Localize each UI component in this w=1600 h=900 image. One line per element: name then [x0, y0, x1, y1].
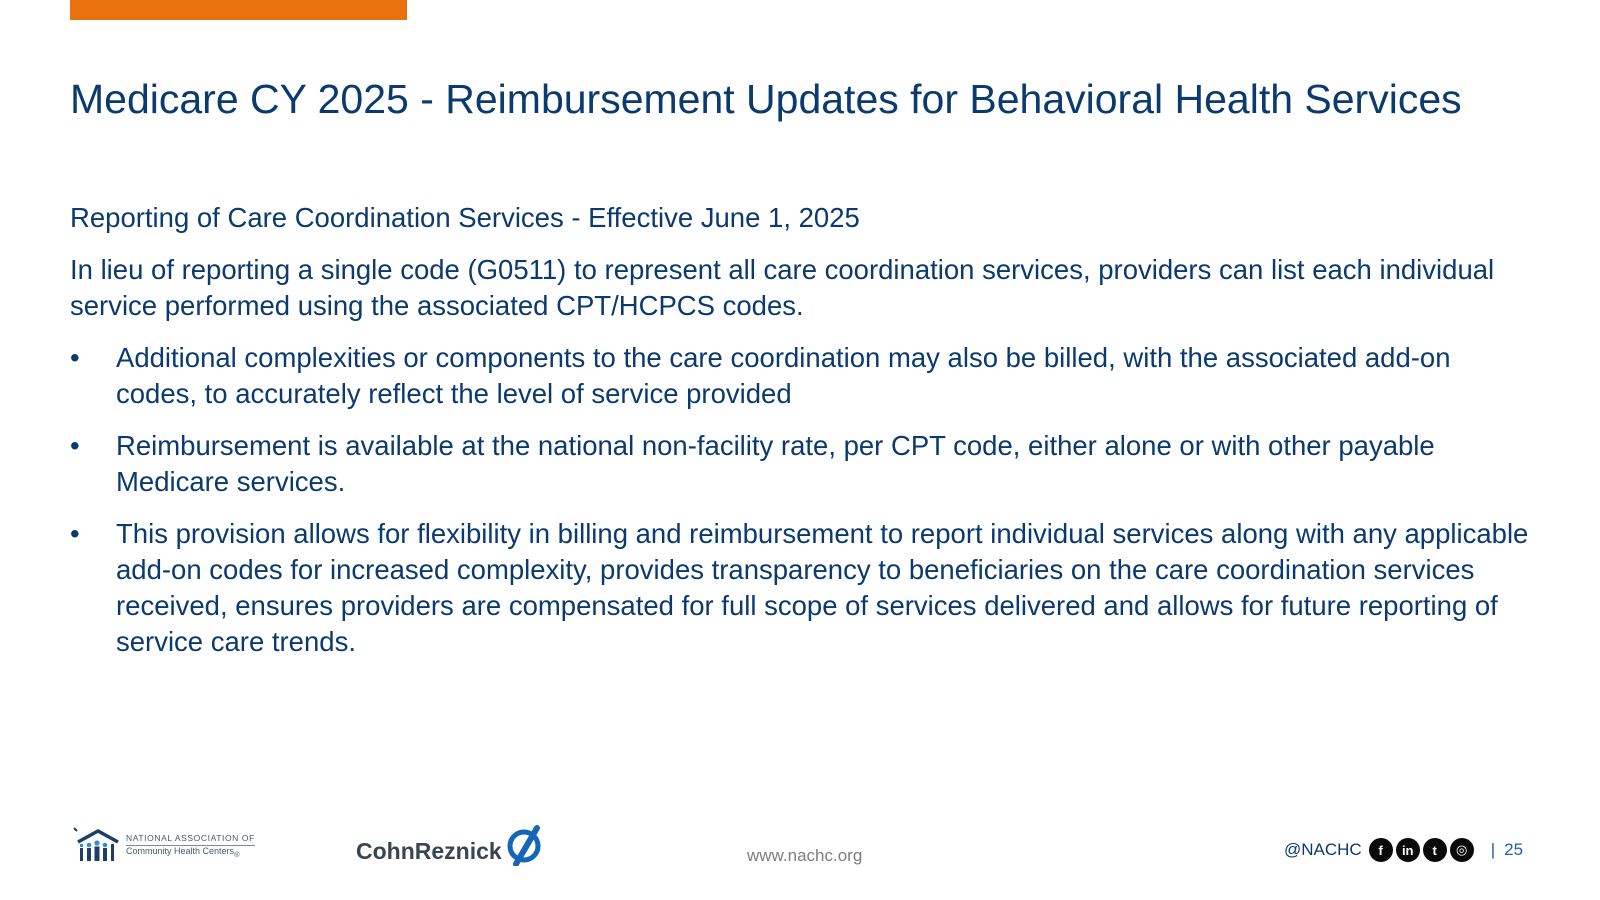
twitter-icon[interactable]: t — [1423, 838, 1447, 862]
facebook-icon[interactable]: f — [1369, 838, 1393, 862]
social-handle: @NACHC — [1284, 840, 1362, 859]
bullet-text: This provision allows for flexibility in billing and reimbursement to report individual services along with any applicable add-on codes for increased complexity, provides transparency to beneficiaries on the care coordination services received, ensures providers are compensated for full scope of services delivered and allows for future reporting of service care trends. — [116, 518, 1529, 657]
slide-footer — [0, 820, 1600, 880]
page-separator: | — [1490, 840, 1496, 859]
nachc-line-2: Community Health Centers$_®$ — [126, 845, 240, 859]
bullet-dot: • — [70, 518, 80, 549]
bullet-text: Reimbursement is available at the national non-facility rate, per CPT code, either alone or with other payable Medicare services. — [116, 430, 1435, 497]
slide-title: Medicare CY 2025 - Reimbursement Updates for Behavioral Health Services — [70, 76, 1462, 122]
cohnreznick-mark-icon — [504, 824, 544, 866]
instagram-icon[interactable]: ◎ — [1450, 838, 1474, 862]
bullet-item — [70, 340, 1530, 412]
social-bar — [1284, 838, 1523, 862]
page-number: 25 — [1504, 840, 1524, 859]
linkedin-icon[interactable]: in — [1396, 838, 1420, 862]
bullet-dot: • — [70, 430, 80, 461]
cohnreznick-wordmark: CohnReznick — [356, 837, 502, 864]
nachc-logo — [72, 826, 255, 866]
slide-content — [70, 200, 1530, 676]
bullet-item — [70, 428, 1530, 500]
bullet-list — [70, 340, 1530, 660]
bullet-text: Additional complexities or components to the care coordination may also be billed, with the associated add-on codes, to accurately reflect the level of service provided — [116, 342, 1451, 409]
slide-subtitle: Reporting of Care Coordination Services - Effective June 1, 2025 — [70, 202, 860, 233]
bullet-item — [70, 516, 1530, 660]
nachc-line-1: NATIONAL ASSOCIATION OF — [126, 833, 255, 846]
cohnreznick-logo — [356, 836, 544, 866]
accent-bar — [70, 0, 407, 20]
intro-paragraph: In lieu of reporting a single code (G0511) to represent all care coordination services, providers can list each individual service performed using the associated CPT/HCPCS codes. — [70, 254, 1495, 321]
bullet-dot: • — [70, 342, 80, 373]
nachc-house-icon — [72, 826, 122, 866]
nachc-wordmark — [126, 833, 255, 860]
website-link[interactable]: www.nachc.org — [747, 846, 863, 865]
